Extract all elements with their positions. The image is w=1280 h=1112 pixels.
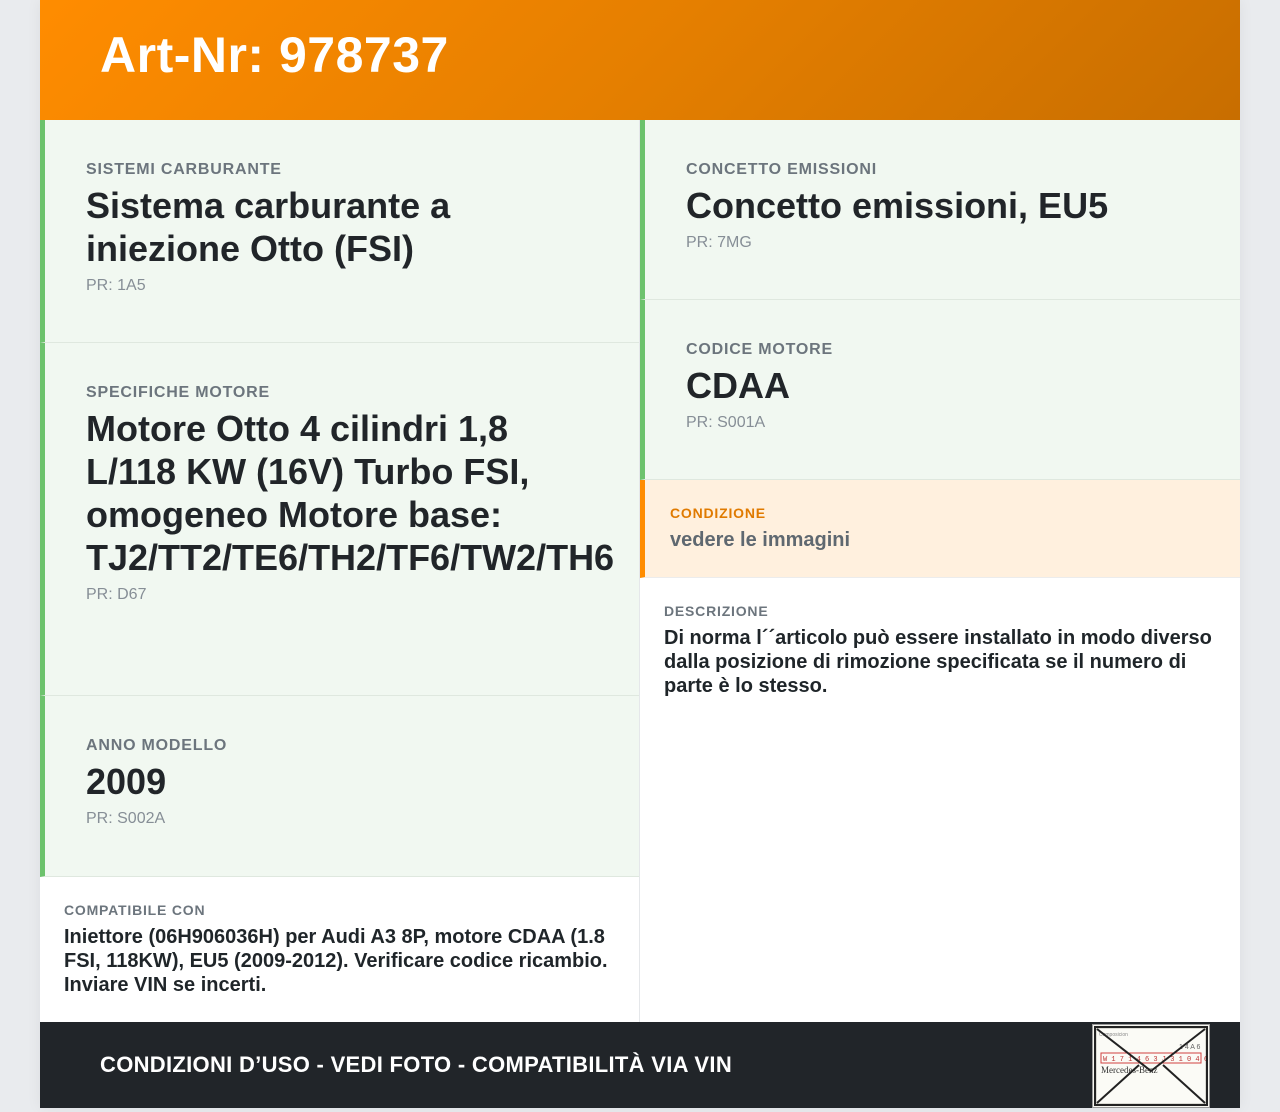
spec-columns xyxy=(40,120,1240,1022)
stamp-letters: 1 4 A 6 xyxy=(1179,1044,1201,1051)
compatible-section xyxy=(40,877,639,997)
compatible-label: COMPATIBILE CON xyxy=(64,902,206,918)
description-text: Di norma l´´articolo può essere installato in modo diverso dalla posizione di rimozione specificata se il numero di parte è lo stesso. xyxy=(664,627,1212,697)
spec-value: 2009 xyxy=(86,761,167,802)
condition-box xyxy=(640,480,1240,578)
spec-fuel-system xyxy=(40,120,639,343)
spec-engine xyxy=(40,343,639,696)
description-section xyxy=(640,578,1240,698)
left-column xyxy=(40,120,640,1022)
spec-label: SPECIFICHE MOTORE xyxy=(86,384,270,401)
spec-pr-code: PR: S001A xyxy=(686,414,766,431)
description-label: DESCRIZIONE xyxy=(664,603,769,619)
spec-label: CONCETTO EMISSIONI xyxy=(686,161,878,178)
spec-label: ANNO MODELLO xyxy=(86,737,228,754)
product-page xyxy=(40,0,1240,1108)
condition-label: CONDIZIONE xyxy=(670,505,766,521)
spec-value: CDAA xyxy=(686,365,790,406)
spec-pr-code: PR: 1A5 xyxy=(86,277,146,294)
spec-value: Sistema carburante a iniezione Otto (FSI) xyxy=(86,185,451,269)
page-footer xyxy=(40,1022,1240,1108)
spec-value: Concetto emissioni, EU5 xyxy=(686,185,1109,226)
stamp-code: W 1 7 1 4 6 3 J 3 1 0 4 6 xyxy=(1103,1056,1209,1064)
spec-pr-code: PR: D67 xyxy=(86,586,147,603)
spec-label: SISTEMI CARBURANTE xyxy=(86,161,282,178)
spec-pr-code: PR: S002A xyxy=(86,810,166,827)
condition-value: vedere le immagini xyxy=(670,529,851,551)
spec-pr-code: PR: 7MG xyxy=(686,234,752,251)
vin-label-thumbnail[interactable] xyxy=(1092,1024,1210,1108)
stamp-name: Mercedes-Benz xyxy=(1101,1065,1158,1075)
footer-text: CONDIZIONI D’USO - VEDI FOTO - COMPATIBILITÀ VIA VIN xyxy=(100,1052,733,1077)
right-column xyxy=(640,120,1240,1022)
spec-value: Motore Otto 4 cilindri 1,8 L/118 KW (16V) Turbo FSI, omogeneo Motore base: TJ2/TT2/TE6/TH2/TF6/TW2/TH6 xyxy=(86,408,615,578)
article-number-title: Art-Nr: 978737 xyxy=(100,27,449,83)
compatible-text: Iniettore (06H906036H) per Audi A3 8P, motore CDAA (1.8 FSI, 118KW), EU5 (2009-2012). Verificare codice ricambio. Inviare VIN se incerti. xyxy=(64,926,608,996)
stamp-small-text: Composicion xyxy=(1099,1032,1128,1038)
page-header xyxy=(40,0,1240,120)
spec-model-year xyxy=(40,696,639,877)
spec-emissions xyxy=(640,120,1240,300)
envelope-image-icon xyxy=(1093,1025,1209,1107)
spec-engine-code xyxy=(640,300,1240,480)
spec-label: CODICE MOTORE xyxy=(686,341,834,358)
